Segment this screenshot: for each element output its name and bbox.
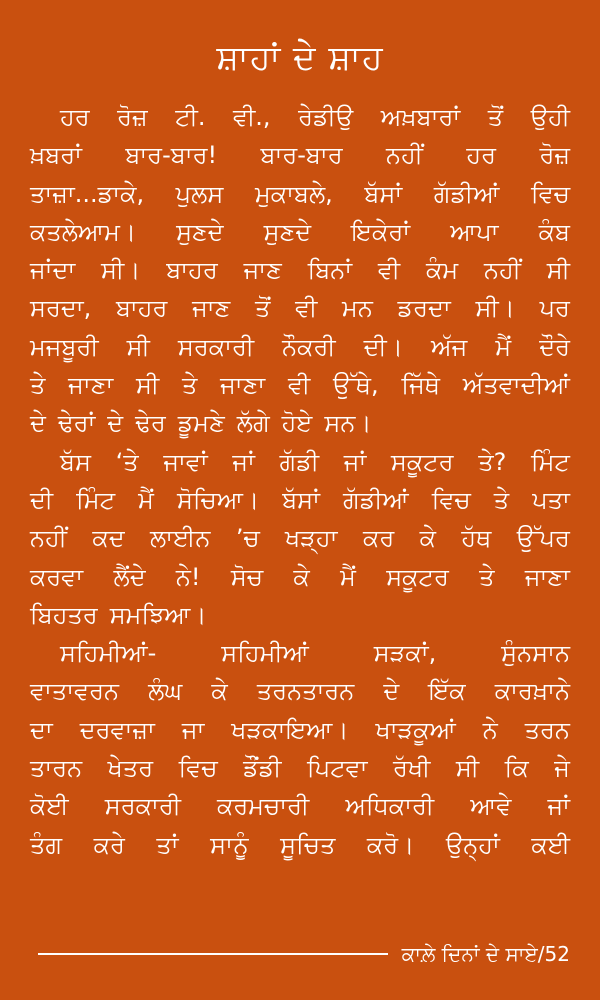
- word: ਸੀ।: [475, 294, 515, 323]
- word: ਸੁੰਨਸਾਨ: [501, 639, 570, 668]
- word: ਪੁਲਸ: [175, 179, 224, 208]
- word: ਲੈਂਦੇ: [113, 562, 146, 591]
- word: ਜਾ: [181, 715, 205, 744]
- text-line: [30, 213, 570, 251]
- word: ਬਾਰ-ਬਾਰ: [260, 141, 343, 170]
- word: ਸੀ: [455, 754, 480, 783]
- word: ਨਹੀਂ: [386, 141, 423, 170]
- word: ਆਵੇ: [470, 792, 512, 821]
- word: ਤੰਗ: [30, 830, 63, 859]
- word: ਵੀ: [287, 371, 311, 400]
- word: ਸਕੂਟਰ: [386, 562, 449, 591]
- word: ਦੌਰੇ: [539, 332, 570, 361]
- text-line: [30, 251, 570, 289]
- word: ਕਰੋ।: [366, 830, 415, 859]
- word: ਕਾਰਖ਼ਾਨੇ: [494, 677, 570, 706]
- text-line: [30, 596, 570, 634]
- word: ਪਤਾ: [532, 485, 570, 514]
- word: ਸਨ।: [324, 409, 372, 438]
- word: ਬੱਸਾਂ: [364, 179, 403, 208]
- word: ‘ਤੇ: [115, 447, 139, 476]
- text-line: [30, 672, 570, 710]
- word: ਜੇ: [554, 754, 570, 783]
- word: ਸੀ: [126, 332, 150, 361]
- word: ਵਾਤਾਵਰਨ: [30, 677, 120, 706]
- word: ਸਰਕਾਰੀ: [177, 332, 255, 361]
- word: ਕਰਮਚਾਰੀ: [217, 792, 310, 821]
- word: ਵੀ: [295, 294, 318, 323]
- word: ਉਨ੍ਹਾਂ: [445, 830, 500, 859]
- word: ਤਾਰਨ: [30, 754, 83, 783]
- word: ਤਾਂ: [156, 830, 179, 859]
- word: ਮਨ: [342, 294, 373, 323]
- word: ’ਚ: [235, 524, 260, 553]
- word: ਸਾਨੂੰ: [210, 830, 249, 859]
- word: ਪਿਟਵਾ: [307, 754, 368, 783]
- word: ਮਿੰਟ: [76, 485, 116, 514]
- word: ਉਹੀ: [530, 103, 570, 131]
- word: ਆਪਾ: [450, 217, 499, 246]
- word: ਸੀ: [546, 256, 570, 285]
- word: ਖ਼ਬਰਾਂ: [30, 141, 82, 170]
- word: ਹੋਏ: [281, 409, 313, 438]
- footer-text: ਕਾਲ਼ੇ ਦਿਨਾਂ ਦੇ ਸਾਏ/52: [401, 942, 570, 966]
- word: ਜਾਂ: [547, 792, 570, 821]
- word: ਨੇ: [482, 715, 498, 744]
- word: ਇਕੇਰਾਂ: [351, 217, 411, 246]
- word: ਸੁਣਦੇ: [263, 217, 312, 246]
- word: ਤੋਂ: [487, 103, 504, 131]
- word: ਗੱਡੀਆਂ: [433, 179, 500, 208]
- word: ਡੂਮਣੇ: [177, 409, 225, 438]
- word: ਡਰਦਾ: [397, 294, 451, 323]
- word: ਕੇ: [211, 677, 228, 706]
- word: ਸੜਕਾਂ,: [373, 639, 437, 668]
- word: ਤੇ: [30, 371, 46, 400]
- word: ਤਾਜ਼ਾ...ਡਾਕੇ,: [30, 179, 145, 208]
- word: ਦੇ: [107, 409, 124, 438]
- word: ਸਰਕਾਰੀ: [104, 792, 181, 821]
- word: ਖੜਕਾਇਆ।: [231, 715, 349, 744]
- word: ਰੋਜ਼: [117, 103, 148, 131]
- word: ਤੇ?: [478, 447, 507, 476]
- text-line: [30, 404, 570, 442]
- word: ਅੱਤਵਾਦੀਆਂ: [462, 371, 570, 400]
- text-line: [30, 711, 570, 749]
- word: ਖੜ੍ਹਾ: [285, 524, 338, 553]
- word: ਵੀ.,: [233, 103, 271, 131]
- word: ਨੇ!: [175, 562, 201, 591]
- text-line: [30, 634, 570, 672]
- word: ਤਰਨਤਾਰਨ: [256, 677, 355, 706]
- word: ਜਾਂਦਾ: [30, 256, 76, 285]
- word: ਖਾੜਕੂਆਂ: [375, 715, 456, 744]
- word: ਕਈ: [531, 830, 570, 859]
- word: ਦੇ: [383, 677, 400, 706]
- word: ਸੋਚ: [230, 562, 264, 591]
- word: ਜਾਣਾ: [220, 371, 266, 400]
- word: ਰੇਡੀਉ: [298, 103, 354, 131]
- word: ਬੱਸ: [60, 447, 91, 476]
- word: ਦੀ।: [363, 332, 403, 361]
- word: ਜਾਣ: [192, 294, 231, 323]
- word: ਤੋਂ: [255, 294, 271, 323]
- word: ਵਿਚ: [178, 754, 218, 783]
- word: ਸੂਚਿਤ: [280, 830, 336, 859]
- word: ਦਾ: [30, 715, 53, 744]
- word: ਮਜਬੂਰੀ: [30, 332, 99, 361]
- word: ਜਾਣਾ: [68, 371, 114, 400]
- word: ਜਿੱਥੇ: [401, 371, 440, 400]
- text-line: [30, 443, 570, 481]
- word: ਪਰ: [539, 294, 570, 323]
- word: ਮਿੰਟ: [531, 447, 570, 476]
- word: ਤੇ: [479, 562, 495, 591]
- text-line: [30, 787, 570, 825]
- text-line: [30, 826, 570, 864]
- word: ਕਰਵਾ: [30, 562, 84, 591]
- word: ਕਦ: [92, 524, 125, 553]
- word: ਬਿਹਤਰ: [30, 600, 98, 629]
- word: ਰੱਖੀ: [393, 754, 431, 783]
- word: ਉੱਪਰ: [516, 524, 570, 553]
- word: ਮੈਂ: [138, 485, 154, 514]
- text-line: [30, 519, 570, 557]
- word: ਨਹੀਂ: [30, 524, 67, 553]
- word: ਢੇਰਾਂ: [57, 409, 96, 438]
- page-title: ਸ਼ਾਹਾਂ ਦੇ ਸ਼ਾਹ: [216, 38, 384, 78]
- word: ਅੱਜ: [430, 332, 468, 361]
- word: ਬਾਹਰ: [115, 294, 168, 323]
- word: ਜਾਵਾਂ: [163, 447, 208, 476]
- word: ਵੀ: [377, 256, 401, 285]
- word: ਢੇਰ: [135, 409, 166, 438]
- word: ਦਰਵਾਜ਼ਾ: [79, 715, 155, 744]
- word: ਦੇ: [30, 409, 46, 438]
- word: ਸਹਿਮੀਆਂ: [221, 639, 309, 668]
- word: ਮੈਂ: [340, 562, 356, 591]
- word: ਬੱਸਾਂ: [282, 485, 320, 514]
- word: ਤੇ: [493, 485, 510, 514]
- word: ਹਰ: [60, 103, 90, 131]
- word: ਦੀ: [30, 485, 54, 514]
- word: ਗੱਡੀ: [279, 447, 320, 476]
- word: ਕੰਮ: [425, 256, 459, 285]
- word: ਸੁਣਦੇ: [176, 217, 224, 246]
- word: ਬਾਹਰ: [166, 256, 218, 285]
- word: ਕੇ: [293, 562, 310, 591]
- word: ਤੇ: [181, 371, 198, 400]
- word: ਕਿ: [504, 754, 529, 783]
- word: ਮੈਂ: [495, 332, 512, 361]
- text-line: [30, 366, 570, 404]
- word: ਸਰਦਾ,: [30, 294, 92, 323]
- word: ਗੱਡੀਆਂ: [343, 485, 409, 514]
- word: ਨਹੀਂ: [483, 256, 521, 285]
- page-footer: [38, 936, 570, 972]
- word: ਸਕੂਟਰ: [390, 447, 454, 476]
- word: ਸੀ: [135, 371, 160, 400]
- text-line: [30, 481, 570, 519]
- word: ਖੇਤਰ: [107, 754, 154, 783]
- word: ਉੱਥੇ,: [332, 371, 379, 400]
- word: ਤਰਨ: [524, 715, 570, 744]
- word: ਜਾਣ: [243, 256, 282, 285]
- word: ਅਧਿਕਾਰੀ: [345, 792, 435, 821]
- word: ਜਾਂ: [232, 447, 255, 476]
- word: ਸੀ।: [101, 256, 141, 285]
- word: ਡੌਂਡੀ: [243, 754, 282, 783]
- word: ਬਿਨਾਂ: [307, 256, 353, 285]
- footer-rule: [38, 953, 388, 955]
- word: ਲੰਘ: [148, 677, 183, 706]
- word: ਕਰੇ: [93, 830, 125, 859]
- word: ਵਿਚ: [531, 179, 570, 208]
- word: ਮੁਕਾਬਲੇ,: [254, 179, 333, 208]
- word: ਟੀ.: [175, 103, 206, 131]
- text-line: [30, 136, 570, 174]
- text-line: [30, 289, 570, 327]
- word: ਜਾਣਾ: [524, 562, 570, 591]
- word: ਅਖ਼ਬਾਰਾਂ: [380, 103, 461, 131]
- word: ਵਿਚ: [431, 485, 471, 514]
- word: ਜਾਂ: [343, 447, 367, 476]
- word: ਕੇ: [419, 524, 436, 553]
- word: ਇੱਕ: [428, 677, 466, 706]
- word: ਸੋਚਿਆ।: [176, 485, 260, 514]
- text-line: [30, 175, 570, 213]
- word: ਹੱਥ: [461, 524, 492, 553]
- word: ਕਤਲੇਆਮ।: [30, 217, 137, 246]
- word: ਸਮਝਿਆ।: [109, 600, 207, 629]
- word: ਸਹਿਮੀਆਂ-: [60, 639, 157, 668]
- word: ਨੌਕਰੀ: [282, 332, 336, 361]
- word: ਕੰਬ: [538, 217, 570, 246]
- word: ਲਾਈਨ: [150, 524, 211, 553]
- text-line: [30, 328, 570, 366]
- word: ਲੱਗੇ: [236, 409, 270, 438]
- word: ਕੋਈ: [30, 792, 69, 821]
- word: ਕਰ: [362, 524, 395, 553]
- word: ਬਾਰ-ਬਾਰ!: [125, 141, 218, 170]
- text-line: [30, 749, 570, 787]
- text-line: [30, 558, 570, 596]
- body-text: [30, 98, 570, 864]
- text-line: [30, 98, 570, 136]
- word: ਰੋਜ਼: [539, 141, 570, 170]
- word: ਹਰ: [466, 141, 497, 170]
